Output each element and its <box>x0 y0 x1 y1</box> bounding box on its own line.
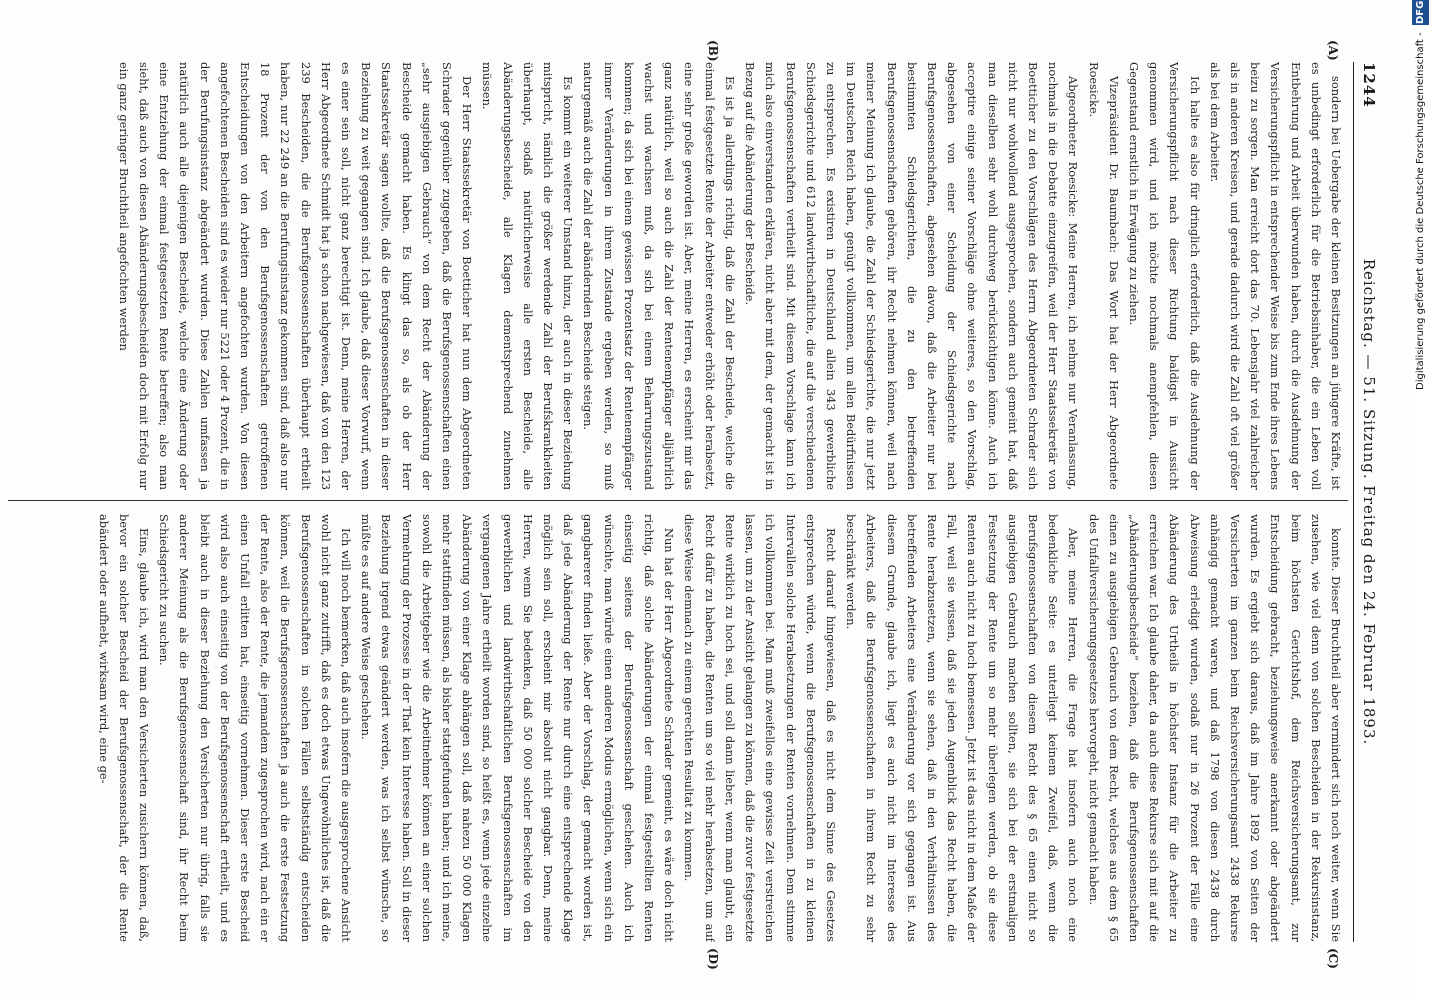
digitization-credit <box>1412 0 1430 1000</box>
credit-text: Digitalisierung gefördert durch die Deutsche Forschungsgemeinschaft - <box>1415 32 1426 391</box>
paragraph: Vizepräsident Dr. Baumbach: Das Wort hat der Herr Abgeordnete Roesicke. <box>1086 62 1121 490</box>
paragraph: sondern bei Uebergabe der kleinen Besitzungen an jüngere Kräfte, ist es unbedingt erforderlich für die Betriebsinhaber, die ein Leben voll Entbehrung und Arbeit überwunden haben, durch die Ausdehnung der Versicherungspflicht in entsprechender Weise bis zum Ende ihres Lebens beizu zu sorgen. Man erreicht dort das 70. Lebensjahr viel zahlreicher als in anderen Kreisen, und gerade dadurch wird die Zahl oft viel größer als bei dem Arbeiter. <box>1207 62 1343 490</box>
paragraph: Der Herr Staatssekretär von Boetticher hat nun dem Abgeordneten Schrader gegenüber zugegeben, daß die Berufsgenossenschaften einen „sehr ausgiebigen Gebrauch“ von dem Recht der Abänderung der Bescheide gemacht haben. Es klingt das so, als ob der Herr Staatssekretär sagen wollte, daß die Berufsgenossenschaften in dieser Beziehung zu weit gegangen sind. Ich glaube, daß dieser Vorwurf, wenn es einer sein soll, nicht ganz berechtigt ist. Denn, meine Herren, der Herr Abgeordnete Schmidt hat ja schon nachgewiesen, daß von den 123 239 Bescheiden, die die Berufsgenossenschaften überhaupt ertheilt haben, nur 22 249 an die Berufungsinstanz gekommen sind, daß also nur 18 Prozent der von den Berufsgenossenschaften getroffenen Entscheidungen von den Arbeitern angefochten wurden. Von diesen angefochtenen Bescheiden sind es wieder nur 5221 oder 4 Prozent, die in der Berufungsinstanz abgeändert wurden. Diese Zahlen umfassen ja natürlich auch alle diejenigen Bescheide, welche eine Änderung oder eine Entziehung der einmal festgesetzten Rente betreffen; also man sieht, daß auch von diesen Abänderungsbescheiden doch mit Erfolg nur ein ganz geringer Bruchtheil angefochten werden <box>116 62 475 490</box>
page-header <box>1353 62 1382 942</box>
margin-mark-d: (D) <box>706 948 720 970</box>
paragraph: Eins, glaube ich, wird man den Versicherten zusichern können, daß, bevor ein solcher Bescheid der Berufsgenossenschaft, der die Rente abändert oder aufhebt, wirksam wird, eine ge- <box>96 514 152 942</box>
paragraph: Es kommt ein weiterer Umstand hinzu, der auch in dieser Beziehung mitspricht, nämlich die größer werdende Zahl der Berufskrankheiten überhaupt, sodaß natürlicherweise alle ersten Bescheide, alle Abänderungsbescheide, alle Klagen dementsprechend zunehmen müssen. <box>480 62 576 490</box>
paragraph: Aber, meine Herren, die Frage hat insofern auch noch eine bedenkliche Seite: es unterliegt keinem Zweifel, daß, wenn die Berufsgenossenschaften von diesem Recht des § 65 einen nicht so ausgiebigen Gebrauch machen sollten, sie sich bei der erstmaligen Festsetzung der Rente um so mehr überlegen werden, ob sie diese Renten auch nicht zu hoch bemessen. Jetzt ist das nicht in dem Maße der Fall, weil sie wissen, daß sie jeden Augenblick das Recht haben, die Rente herabzusetzen, wenn sie sehen, daß in den Verhältnissen des betreffenden Arbeiters eine Veränderung vor sich gegangen ist. Aus diesem Grunde, glaube ich, liegt es auch nicht im Interesse des Arbeiters, daß die Berufsgenossenschaften in ihrem Recht zu sehr beschränkt werden. <box>844 514 1081 942</box>
dfg-logo: DFG <box>1412 0 1429 25</box>
paragraph: konnte. Dieser Bruchtheil aber vermindert sich noch weiter, wenn Sie zusehen, wie viel denn von solchen Bescheiden in der Rekursinstanz, beim höchsten Gerichtshof, dem Reichsversicherungsamt, zur Entscheidung gebracht, beziehungsweise anerkannt oder abgeändert wurden. Es ergiebt sich daraus, daß im Jahre 1892 von Seiten der Versicherten im ganzen beim Reichsversicherungsamt 2438 Rekurse anhängig gemacht waren, und daß 1798 von diesen 2438 durch Abweisung erledigt wurden, sodaß nur in 26 Prozent der Fälle eine Abänderung des Urtheils in höchster Instanz für die Arbeiter zu erreichen war. Ich glaube daher, da auch diese Rekurse sich mit auf die „Abänderungsbescheide“ beziehen, daß die Berufsgenossenschaften einen zu ausgiebigen Gebrauch von dem Recht, welches aus dem § 65 des Unfallversicherungsgesetzes hervorgeht, nicht gemacht haben. <box>1086 514 1343 942</box>
paragraph: Abgeordneter Roesicke: Meine Herren, ich nehme nur Veranlassung, nochmals in die Debatte einzugreifen, weil der Herr Staatssekretär von Boetticher zu den Vorschlägen des Herrn Abgeordneten Schrader sich nicht nur wohlwollend ausgesprochen, sondern auch gemeint hat, daß man dieselben sehr wohl durchweg berücksichtigen könne. Auch ich acceptire einige seiner Vorschläge ohne weiteres, so den Vorschlag, abgesehen von einer Scheidung der Schiedsgerichte nach Berufsgenossenschaften, abgesehen davon, daß die Arbeiter nur bei bestimmten Schiedsgerichten, die zu den betreffenden Berufsgenossenschaften gehören, ihr Recht nehmen können, weil nach meiner Meinung ich glaube, die Zahl der Schiedsgerichte, die nur jetzt im Deutschen Reich haben, genügt vollkommen, um allen Bedürfnissen zu entsprechen. Es existiren in Deutschland allein 343 gewerbliche Schiedsgerichte und 612 landwirthschaftliche, die auf die verschiedenen Berufsgenossenschaften vertheilt sind. Mit diesem Vorschlage kann ich mich also einverstanden erklären, nicht aber mit dem, der gemacht ist in Bezug auf die Abänderung der Bescheide. <box>743 62 1081 490</box>
text-column-left <box>6 62 1346 490</box>
page-number: 1244 <box>1360 62 1378 108</box>
paragraph: Ich halte es also für dringlich erforderlich, daß die Ausdehnung der Versicherungspflicht nach dieser Richtung baldigst in Aussicht genommen wird, und ich möchte nochmals anempfehlen, diesen Gegenstand ernstlich in Erwägung zu ziehen. <box>1126 62 1202 490</box>
column-divider <box>8 500 1348 501</box>
session-title: Reichstag. — 51. Sitzung. Freitag den 24. Februar 1893. <box>1360 258 1378 746</box>
paragraph: Es ist ja allerdings richtig, daß die Zahl der Bescheide, welche die einmal festgesetzte Rente der Arbeiter entweder erhöht oder herabsetzt, eine sehr große geworden ist. Aber, meine Herren, es erscheint mir das ganz natürlich, weil so auch die Zahl der Rentenempfänger alljährlich wachst und wachsen muß, da sich bei einem Beharrungszustand kommen; da sich bei einem gewissen Prozentsatz der Rentenempfänger immer Veränderungen in ihrem Zustande ergeben werden, so muß naturgemäß auch die Zahl der abändernden Bescheide steigen. <box>581 62 737 490</box>
paragraph: Recht darauf hingewiesen, daß es nicht dem Sinne des Gesetzes entsprechen würde, wenn die Berufsgenossenschaften in zu kleinen Intervallen solche Herabsetzungen der Renten vornehmen. Dem stimme ich vollkommen bei. Man muß zweifellos eine gewisse Zeit verstreichen lassen, um zu der Ansicht gelangen zu können, daß die zuvor festgesetzte Rente wirklich zu hoch sei, und soll dann lieber, wenn man glaubt, ein Recht dafür zu haben, die Renten um so viel mehr herabsetzen, um auf diese Weise demnach zu einem gerechten Resultat zu kommen. <box>682 514 838 942</box>
margin-mark-b: (B) <box>706 40 720 62</box>
margin-mark-c: (C) <box>1326 948 1340 969</box>
margin-mark-a: (A) <box>1326 40 1340 61</box>
paragraph: Ich will noch bemerken, daß auch insofern die ausgesprochene Ansicht wohl nicht ganz zutrifft, daß es doch etwas Ungewöhnliches ist, daß die Berufsgenossenschaften in solchen Fällen selbstständig entscheiden können, weil die Berufsgenossenschaften ja auch die erste Festsetzung der Rente, also der Rente, die jemandem zugesprochen wird, nach ein er einen Unfall erlitten hat, einseitig vornehmen. Dieser erste Bescheid wird also auch einseitig von der Berufsgenossenschaft ertheilt, und es bleibt auch in dieser Beziehung den Versicherten nur übrig, falls sie anderer Meinung als die Berufsgenossenschaft sind, ihr Recht beim Schiedsgericht zu suchen. <box>157 514 354 942</box>
text-column-right <box>6 514 1346 942</box>
paragraph: Nun hat der Herr Abgeordnete Schrader gemeint, es wäre doch nicht richtig, daß solche Abänderungen der einmal festgestellten Renten einseitig seitens der Berufsgenossenschaft geschehen. Auch ich wünschte, man würde einen anderen Modus ermöglichen, wenn sich ein gangbarerer finden ließe. Aber der Vorschlag, der gemacht worden ist, daß jede Abänderung der Rente nur durch eine entsprechende Klage möglich sein soll, erscheint mir absolut nicht gangbar. Denn, meine Herren, wenn Sie bedenken, daß 50 000 solcher Bescheide von den gewerblichen und landwirthschaftlichen Berufsgenossenschaften im vergangenen Jahre ertheilt worden sind, so heißt es, wenn jede einzelne Abänderung von einer Klage abhängen soll, daß nahezu 50 000 Klagen mehr stattfinden müssen, als bisher stattgefunden haben; und ich meine, sowohl die Arbeitgeber wie die Arbeitnehmer können an einer solchen Vermehrung der Prozesse in der That kein Interesse haben. Soll in dieser Beziehung irgend etwas geändert werden, was ich selbst wünsche, so müßte es auf andere Weise geschehen. <box>359 514 677 942</box>
